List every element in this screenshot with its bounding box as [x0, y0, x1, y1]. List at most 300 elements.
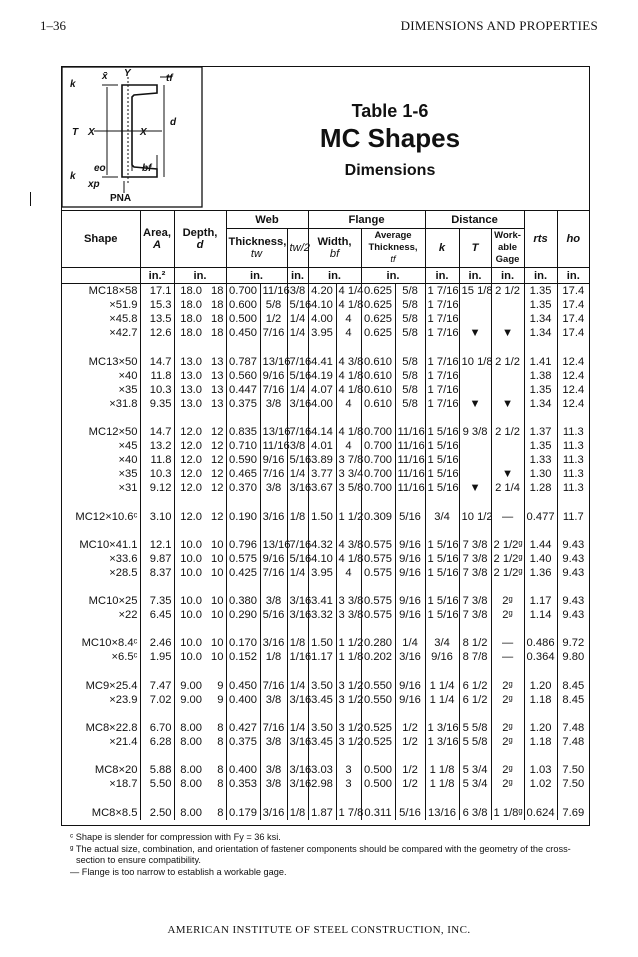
cell-gage: ▼ — [491, 326, 524, 340]
cell-tf: 0.550 — [361, 693, 395, 707]
cell-k: 1 7/16 — [425, 284, 459, 299]
cell-tw2: 3/16 — [287, 608, 308, 622]
cell-gage — [491, 383, 524, 397]
table-row — [62, 650, 589, 664]
cell-d: 10.0 — [174, 566, 204, 580]
table-body — [62, 284, 589, 820]
cell-tf: 0.700 — [361, 467, 395, 481]
label-x-bar: x̄ — [102, 71, 108, 82]
cell-bf: 4.00 — [308, 397, 336, 411]
cell-tff: 1/2 — [395, 763, 425, 777]
cell-rts: 1.03 — [524, 763, 557, 777]
cell-bf: 4.07 — [308, 383, 336, 397]
cell-rts: 0.364 — [524, 650, 557, 664]
cell-tff: 9/16 — [395, 538, 425, 552]
cell-dfr: 18 — [211, 327, 224, 340]
cell-A: 7.35 — [140, 594, 174, 608]
unit-cell: in. — [174, 268, 226, 284]
cell-shape: MC10×41.1 — [79, 538, 138, 551]
table-row — [62, 383, 589, 397]
col-web: Web — [226, 211, 308, 229]
cell-rts: 1.18 — [524, 735, 557, 749]
cell-d: 12.0 — [174, 453, 204, 467]
cell-bf: 3.67 — [308, 481, 336, 495]
cell-tf: 0.500 — [361, 777, 395, 791]
label-y-top: Y — [124, 68, 131, 79]
cell-rts: 1.20 — [524, 721, 557, 735]
cell-tf: 0.625 — [361, 298, 395, 312]
cell-bf: 4.41 — [308, 354, 336, 368]
cell-gage: — — [491, 510, 524, 524]
label-k-bottom: k — [70, 171, 76, 182]
table-name: MC Shapes — [319, 123, 461, 153]
unit-cell: in. — [524, 268, 557, 284]
label-t: T — [72, 127, 79, 138]
table-row — [62, 481, 589, 495]
cell-twf: 3/8 — [260, 777, 287, 791]
cell-twf: 9/16 — [260, 453, 287, 467]
unit-cell: in. — [491, 268, 524, 284]
cell-d: 12.0 — [174, 510, 204, 524]
cell-gage — [491, 453, 524, 467]
cell-tw2: 1/8 — [287, 636, 308, 650]
cell-dfr: 8 — [217, 736, 224, 749]
cell-twf: 3/16 — [260, 636, 287, 650]
label-d: d — [170, 117, 177, 128]
table-row — [62, 763, 589, 777]
cell-d: 13.0 — [174, 383, 204, 397]
cell-T: 10 1/2 — [459, 510, 491, 524]
cell-bf: 4.20 — [308, 284, 336, 299]
cell-tw2: 1/16 — [287, 650, 308, 664]
cell-gage: 2 1/2ᵍ — [491, 538, 524, 552]
unit-cell: in. — [308, 268, 361, 284]
cell-d: 12.0 — [174, 467, 204, 481]
cell-gage: 2ᵍ — [491, 679, 524, 693]
cell-tw: 0.447 — [226, 383, 260, 397]
cell-tw: 0.375 — [226, 397, 260, 411]
cell-bf: 4.01 — [308, 439, 336, 453]
cell-bf: 3.77 — [308, 467, 336, 481]
cell-d: 8.00 — [174, 805, 204, 819]
cell-tw2: 1/8 — [287, 805, 308, 819]
cell-bf: 1.50 — [308, 510, 336, 524]
cell-tw2: 3/16 — [287, 397, 308, 411]
mc-shapes-table — [62, 210, 589, 820]
cell-ho: 9.43 — [557, 552, 589, 566]
cell-gage: ▼ — [491, 397, 524, 411]
cell-rts: 1.44 — [524, 538, 557, 552]
cell-k: 3/4 — [425, 510, 459, 524]
cell-tw2: 3/8 — [287, 439, 308, 453]
cell-tf: 0.610 — [361, 354, 395, 368]
col-k: k — [425, 229, 459, 268]
cell-T: 6 3/8 — [459, 805, 491, 819]
cell-bf: 4.10 — [308, 552, 336, 566]
cell-bf: 3.50 — [308, 721, 336, 735]
cell-T — [459, 312, 491, 326]
cell-ho: 7.48 — [557, 721, 589, 735]
cell-tff: 5/8 — [395, 312, 425, 326]
cell-tff: 1/4 — [395, 636, 425, 650]
cell-gage: — — [491, 650, 524, 664]
cell-tff: 3/16 — [395, 650, 425, 664]
table-row — [62, 326, 589, 340]
cell-A: 9.87 — [140, 552, 174, 566]
cell-shape: ×51.9 — [109, 299, 138, 312]
cell-tff: 5/8 — [395, 369, 425, 383]
cell-bff: 4 — [336, 566, 361, 580]
table-row — [62, 805, 589, 819]
cell-tff: 11/16 — [395, 453, 425, 467]
cell-tf: 0.525 — [361, 721, 395, 735]
cell-dfr: 13 — [211, 355, 224, 368]
cell-A: 6.28 — [140, 735, 174, 749]
cell-tf: 0.575 — [361, 552, 395, 566]
col-flange: Flange — [308, 211, 425, 229]
cell-dfr: 13 — [211, 369, 224, 382]
cell-d: 18.0 — [174, 312, 204, 326]
cell-dfr: 10 — [211, 651, 224, 664]
cell-A: 6.45 — [140, 608, 174, 622]
cell-twf: 3/8 — [260, 397, 287, 411]
cell-d: 8.00 — [174, 763, 204, 777]
cell-tw: 0.380 — [226, 594, 260, 608]
cell-gage: 2ᵍ — [491, 693, 524, 707]
unit-cell: in. — [425, 268, 459, 284]
table-row — [62, 693, 589, 707]
cell-T — [459, 369, 491, 383]
cell-bff: 3 5/8 — [336, 481, 361, 495]
cell-dfr: 12 — [211, 468, 224, 481]
cell-tf: 0.575 — [361, 594, 395, 608]
cell-bf: 3.95 — [308, 326, 336, 340]
cell-bf: 4.32 — [308, 538, 336, 552]
cell-d: 18.0 — [174, 326, 204, 340]
cell-tw2: 7/16 — [287, 425, 308, 439]
cell-bff: 4 1/8 — [336, 552, 361, 566]
cell-bff: 1 1/2 — [336, 510, 361, 524]
cell-gage: 2ᵍ — [491, 594, 524, 608]
cell-tw: 0.710 — [226, 439, 260, 453]
cell-tw2: 1/8 — [287, 510, 308, 524]
cell-bff: 3 1/2 — [336, 679, 361, 693]
cell-k: 1 7/16 — [425, 397, 459, 411]
cell-tw: 0.290 — [226, 608, 260, 622]
cell-tw2: 3/16 — [287, 735, 308, 749]
cell-bff: 3 3/8 — [336, 594, 361, 608]
cell-k: 13/16 — [425, 805, 459, 819]
cell-rts: 1.34 — [524, 397, 557, 411]
cell-d: 8.00 — [174, 735, 204, 749]
label-pna: PNA — [110, 193, 132, 204]
cell-tw2: 1/4 — [287, 383, 308, 397]
cell-d: 13.0 — [174, 397, 204, 411]
col-shape: Shape — [62, 211, 140, 268]
cell-tff: 9/16 — [395, 566, 425, 580]
cell-bf: 4.19 — [308, 369, 336, 383]
cell-bf: 4.00 — [308, 312, 336, 326]
cell-tff: 5/8 — [395, 298, 425, 312]
cell-shape: ×31 — [118, 482, 138, 495]
cell-A: 2.46 — [140, 636, 174, 650]
cell-tw: 0.400 — [226, 693, 260, 707]
cell-A: 17.1 — [140, 284, 174, 299]
cell-tw2: 3/16 — [287, 594, 308, 608]
cell-k: 1 5/16 — [425, 467, 459, 481]
cell-tff: 5/8 — [395, 354, 425, 368]
cell-bff: 3 — [336, 777, 361, 791]
cell-tf: 0.500 — [361, 763, 395, 777]
cell-tf: 0.575 — [361, 538, 395, 552]
label-tf: tf — [166, 73, 173, 84]
cell-tf: 0.309 — [361, 510, 395, 524]
channel-section-diagram — [62, 67, 202, 207]
cell-shape: MC10×8.4ᶜ — [81, 637, 138, 650]
cell-tw: 0.450 — [226, 679, 260, 693]
cell-rts: 1.35 — [524, 439, 557, 453]
table-number: Table 1-6 — [351, 101, 429, 121]
cell-T: 5 5/8 — [459, 721, 491, 735]
cell-twf: 9/16 — [260, 552, 287, 566]
cell-k: 1 5/16 — [425, 481, 459, 495]
cell-rts: 1.41 — [524, 354, 557, 368]
cell-tw: 0.152 — [226, 650, 260, 664]
cell-rts: 1.17 — [524, 594, 557, 608]
cell-twf: 1/8 — [260, 650, 287, 664]
cell-twf: 7/16 — [260, 679, 287, 693]
cell-bff: 4 1/4 — [336, 284, 361, 299]
table-row — [62, 312, 589, 326]
cell-twf: 13/16 — [260, 425, 287, 439]
cell-shape: ×28.5 — [109, 566, 138, 579]
cell-A: 12.1 — [140, 538, 174, 552]
cell-A: 11.8 — [140, 453, 174, 467]
cell-T: 7 3/8 — [459, 566, 491, 580]
col-flange-thickness: Average Thickness, tf — [361, 229, 425, 268]
table-row — [62, 636, 589, 650]
cell-T — [459, 453, 491, 467]
label-k-top: k — [70, 79, 76, 90]
cell-k: 1 5/16 — [425, 566, 459, 580]
cell-twf: 5/8 — [260, 298, 287, 312]
cell-tff: 5/8 — [395, 383, 425, 397]
cell-tw2: 3/16 — [287, 777, 308, 791]
cell-tw: 0.375 — [226, 735, 260, 749]
cell-tf: 0.202 — [361, 650, 395, 664]
cell-k: 1 7/16 — [425, 383, 459, 397]
cell-ho: 9.43 — [557, 566, 589, 580]
cell-bf: 2.98 — [308, 777, 336, 791]
cell-T — [459, 467, 491, 481]
cell-bf: 3.45 — [308, 693, 336, 707]
cell-d: 13.0 — [174, 369, 204, 383]
cell-tw2: 1/4 — [287, 721, 308, 735]
cell-bff: 3 1/2 — [336, 693, 361, 707]
cell-bff: 4 — [336, 397, 361, 411]
cell-rts: 1.37 — [524, 425, 557, 439]
cell-gage: — — [491, 636, 524, 650]
unit-cell: in. — [226, 268, 287, 284]
table-row — [62, 369, 589, 383]
cell-tff: 11/16 — [395, 425, 425, 439]
cell-shape: MC12×10.6ᶜ — [75, 510, 138, 523]
cell-dfr: 9 — [217, 679, 224, 692]
cell-A: 8.37 — [140, 566, 174, 580]
cell-d: 10.0 — [174, 594, 204, 608]
cell-tff: 9/16 — [395, 693, 425, 707]
cell-twf: 3/16 — [260, 510, 287, 524]
cell-twf: 11/16 — [260, 284, 287, 299]
cell-k: 1 7/16 — [425, 369, 459, 383]
cell-tff: 5/8 — [395, 284, 425, 299]
cell-bff: 1 1/8 — [336, 650, 361, 664]
cell-dfr: 9 — [217, 693, 224, 706]
cell-d: 10.0 — [174, 636, 204, 650]
cell-rts: 1.18 — [524, 693, 557, 707]
cell-twf: 13/16 — [260, 538, 287, 552]
cell-k: 1 5/16 — [425, 594, 459, 608]
cell-tw2: 7/16 — [287, 538, 308, 552]
cell-twf: 3/8 — [260, 735, 287, 749]
cell-T: 6 1/2 — [459, 679, 491, 693]
cell-T: 8 1/2 — [459, 636, 491, 650]
cell-tw: 0.450 — [226, 326, 260, 340]
cell-rts: 0.624 — [524, 805, 557, 819]
cell-A: 6.70 — [140, 721, 174, 735]
cell-ho: 11.7 — [557, 510, 589, 524]
cell-tff: 5/8 — [395, 326, 425, 340]
cell-A: 9.12 — [140, 481, 174, 495]
cell-shape: ×40 — [118, 369, 138, 382]
cell-ho: 8.45 — [557, 679, 589, 693]
cell-bff: 4 1/8 — [336, 298, 361, 312]
cell-bff: 4 3/8 — [336, 538, 361, 552]
cell-bf: 3.45 — [308, 735, 336, 749]
cell-tff: 9/16 — [395, 679, 425, 693]
cell-tf: 0.700 — [361, 453, 395, 467]
cell-tw2: 3/16 — [287, 763, 308, 777]
col-T: T — [459, 229, 491, 268]
cell-tw: 0.190 — [226, 510, 260, 524]
cell-gage: 2ᵍ — [491, 763, 524, 777]
cell-k: 1 7/16 — [425, 354, 459, 368]
cell-A: 14.7 — [140, 354, 174, 368]
cell-tw2: 1/4 — [287, 566, 308, 580]
cell-tw: 0.835 — [226, 425, 260, 439]
cell-ho: 9.72 — [557, 636, 589, 650]
cell-shape: ×35 — [118, 383, 138, 396]
cell-tw2: 5/16 — [287, 552, 308, 566]
cell-tff: 9/16 — [395, 552, 425, 566]
cell-k: 1 5/16 — [425, 608, 459, 622]
cell-k: 3/4 — [425, 636, 459, 650]
col-rts: rts — [524, 211, 557, 268]
cell-k: 1 5/16 — [425, 439, 459, 453]
cell-dfr: 10 — [211, 538, 224, 551]
unit-cell — [62, 268, 140, 284]
label-xp: xp — [88, 179, 100, 190]
table-row — [62, 679, 589, 693]
cell-bff: 3 — [336, 763, 361, 777]
cell-bf: 1.50 — [308, 636, 336, 650]
cell-tf: 0.280 — [361, 636, 395, 650]
cell-twf: 9/16 — [260, 369, 287, 383]
cell-ho: 12.4 — [557, 397, 589, 411]
cell-d: 10.0 — [174, 608, 204, 622]
cell-gage: 2 1/2ᵍ — [491, 552, 524, 566]
cell-A: 10.3 — [140, 467, 174, 481]
cell-tw: 0.500 — [226, 312, 260, 326]
cell-rts: 0.486 — [524, 636, 557, 650]
cell-k: 1 3/16 — [425, 721, 459, 735]
label-bf: bf — [142, 163, 152, 174]
cell-A: 15.3 — [140, 298, 174, 312]
cell-shape: MC18×58 — [88, 285, 138, 298]
cell-dfr: 8 — [217, 721, 224, 734]
cell-tf: 0.700 — [361, 439, 395, 453]
cell-A: 3.10 — [140, 510, 174, 524]
cell-T: 8 7/8 — [459, 650, 491, 664]
cell-T: 7 3/8 — [459, 594, 491, 608]
units-row — [62, 268, 589, 284]
cell-A: 5.88 — [140, 763, 174, 777]
cell-T: 7 3/8 — [459, 552, 491, 566]
cell-dfr: 8 — [217, 778, 224, 791]
cell-A: 5.50 — [140, 777, 174, 791]
cell-tw2: 5/16 — [287, 453, 308, 467]
cell-tf: 0.625 — [361, 312, 395, 326]
table-row — [62, 594, 589, 608]
cell-rts: 1.34 — [524, 326, 557, 340]
cell-gage: 2ᵍ — [491, 777, 524, 791]
table-row — [62, 453, 589, 467]
cell-ho: 11.3 — [557, 481, 589, 495]
cell-twf: 7/16 — [260, 467, 287, 481]
note-dash: — Flange is too narrow to establish a workable gage. — [70, 866, 287, 877]
cell-rts: 1.36 — [524, 566, 557, 580]
cell-bff: 3 7/8 — [336, 453, 361, 467]
unit-cell: in. — [287, 268, 308, 284]
cell-rts: 1.35 — [524, 284, 557, 299]
cell-bf: 4.14 — [308, 425, 336, 439]
cell-gage: 2 1/2ᵍ — [491, 566, 524, 580]
cell-dfr: 8 — [217, 764, 224, 777]
cell-tw2: 5/16 — [287, 369, 308, 383]
cell-dfr: 10 — [211, 595, 224, 608]
cell-T: 6 1/2 — [459, 693, 491, 707]
cell-bf: 3.50 — [308, 679, 336, 693]
cell-bf: 3.95 — [308, 566, 336, 580]
cell-gage: 2ᵍ — [491, 721, 524, 735]
cell-tw: 0.427 — [226, 721, 260, 735]
cell-dfr: 10 — [211, 552, 224, 565]
cell-A: 7.02 — [140, 693, 174, 707]
cell-shape: ×33.6 — [109, 552, 138, 565]
cell-shape: ×23.9 — [109, 693, 138, 706]
cell-gage — [491, 312, 524, 326]
cell-shape: MC12×50 — [88, 425, 138, 438]
cell-gage — [491, 298, 524, 312]
cell-T: 15 1/8 — [459, 284, 491, 299]
table-row — [62, 566, 589, 580]
cell-k: 1 7/16 — [425, 326, 459, 340]
cell-tw2: 1/4 — [287, 326, 308, 340]
cell-gage: 2 1/4 — [491, 481, 524, 495]
cell-T: 5 3/4 — [459, 763, 491, 777]
cell-rts: 1.40 — [524, 552, 557, 566]
cell-tff: 1/2 — [395, 735, 425, 749]
